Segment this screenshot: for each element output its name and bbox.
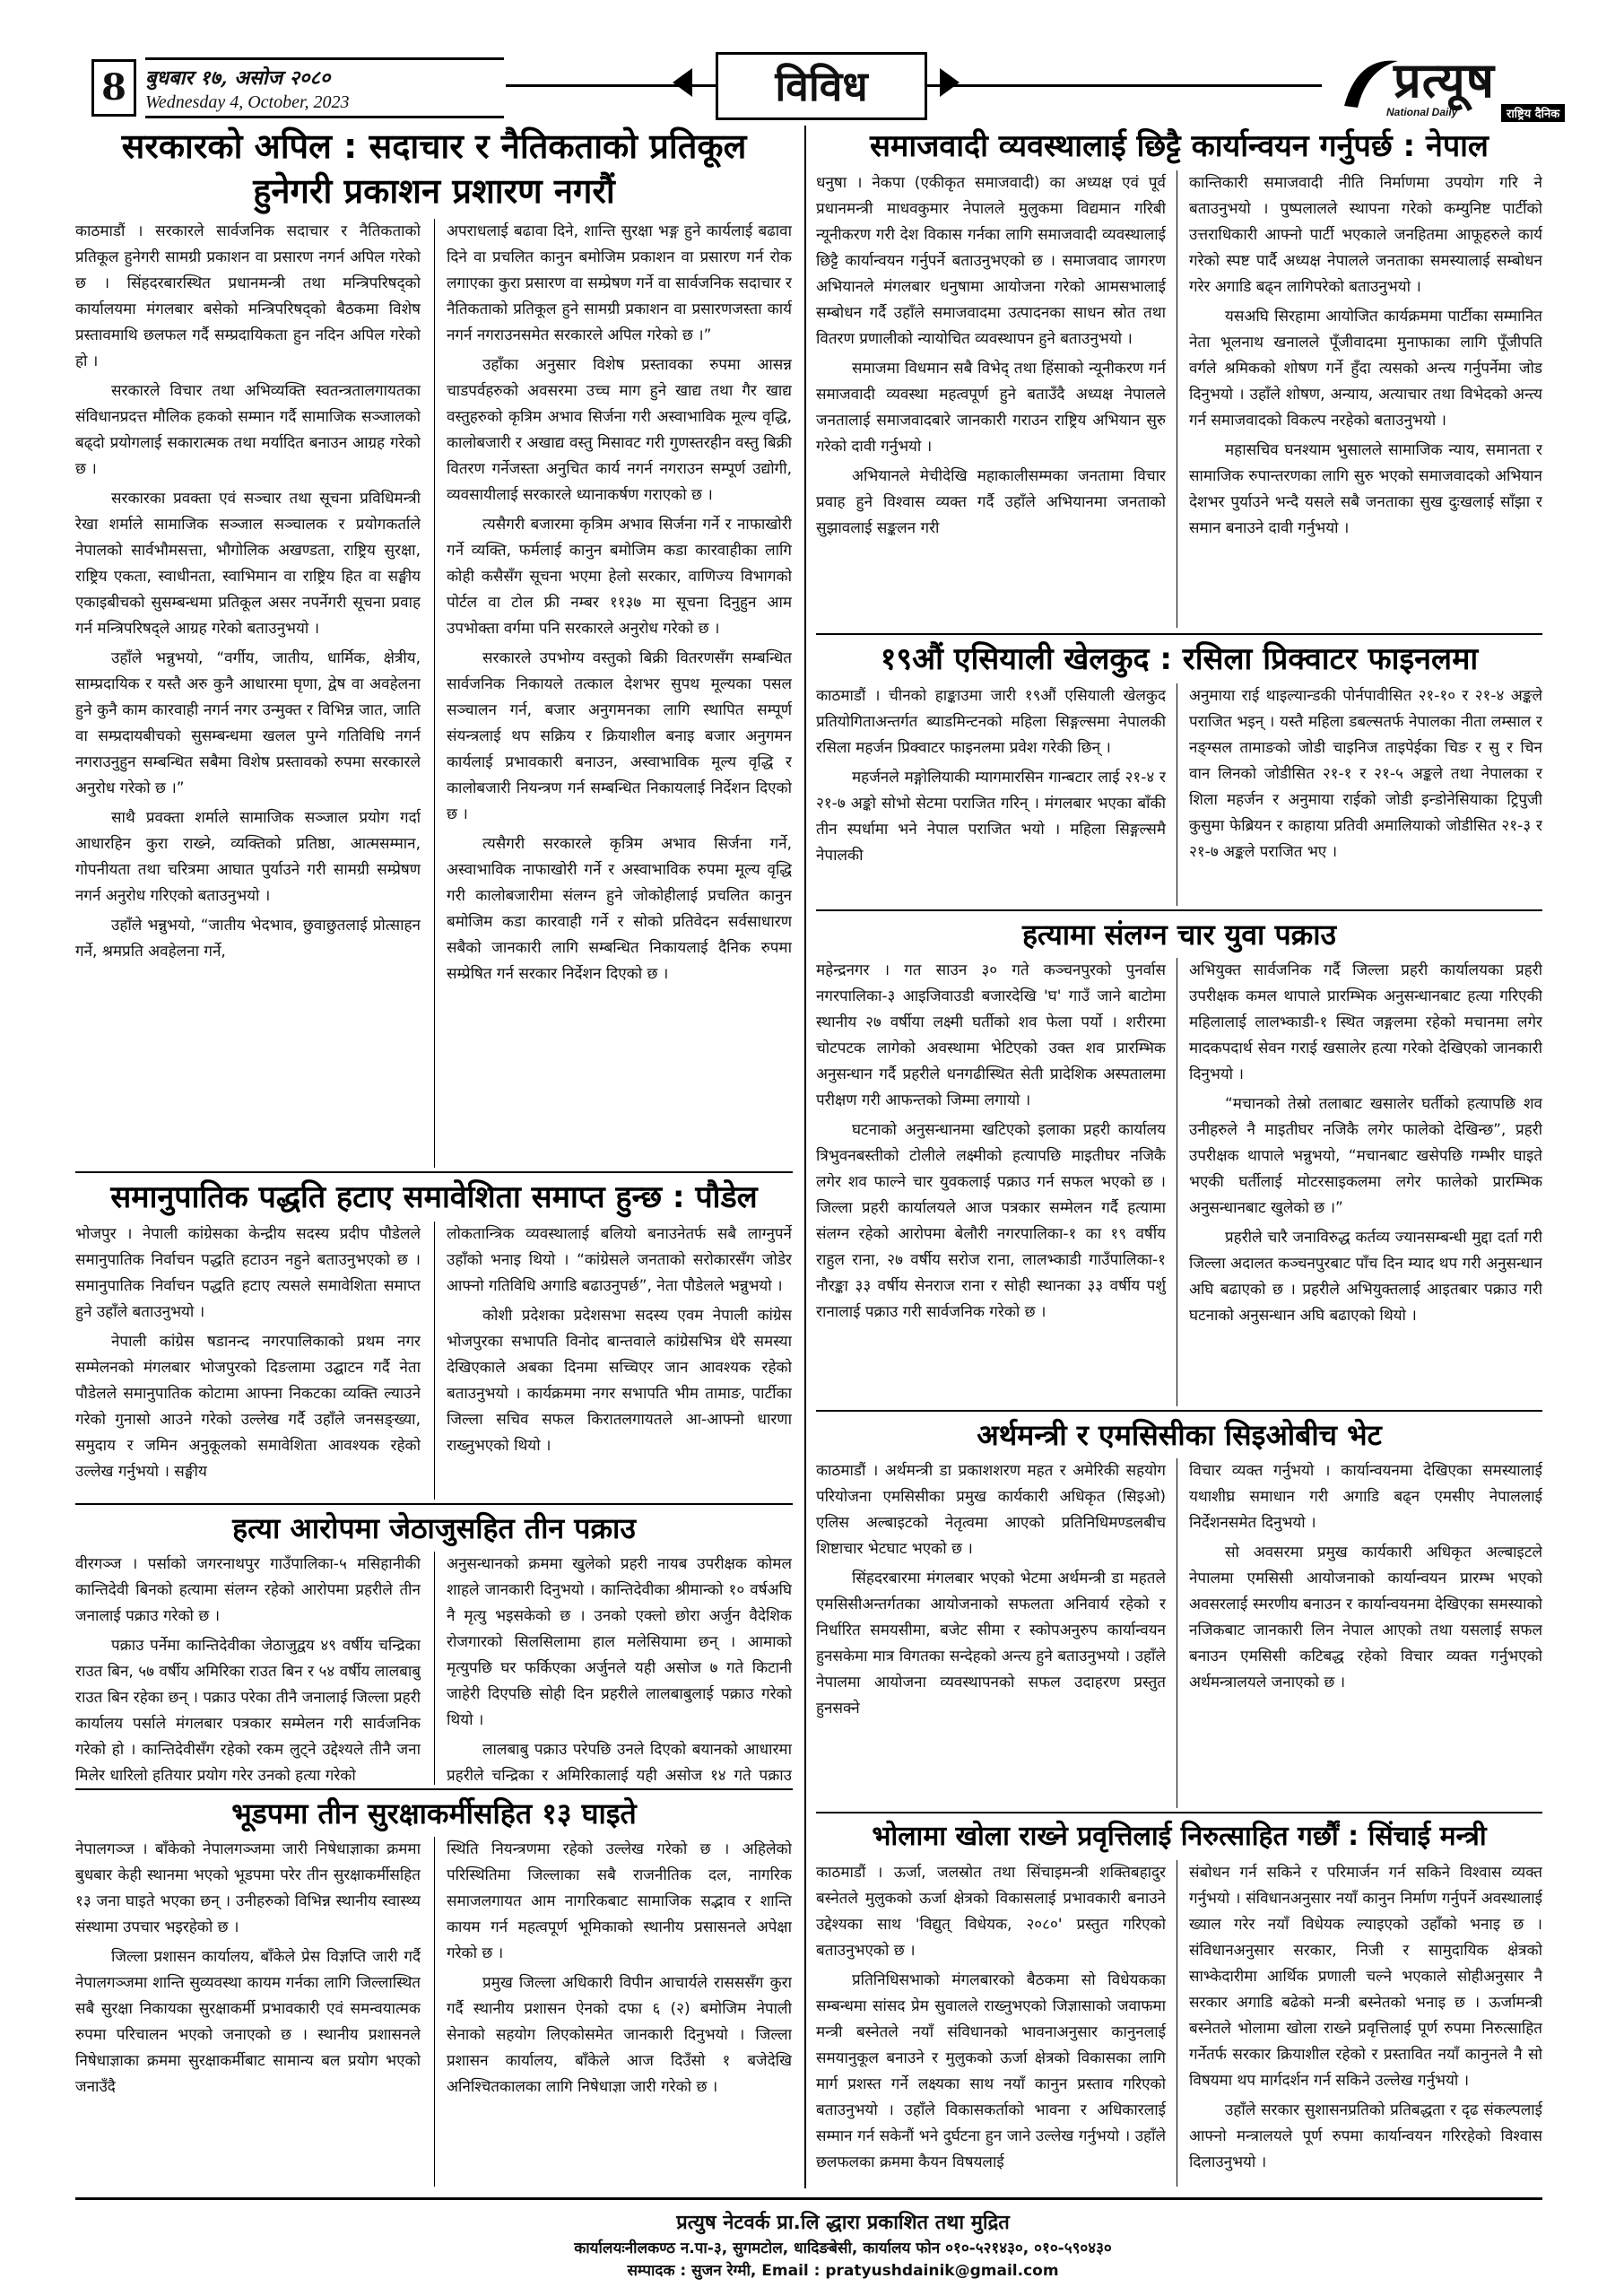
left-arrow-icon [673, 68, 692, 97]
article-divider [816, 1812, 1542, 1813]
article-a7-col1 [816, 958, 1166, 1406]
brand-tagline: National Daily [1386, 106, 1458, 118]
paragraph: जिल्ला प्रशासन कार्यालय, बाँकेले प्रेस विज्ञप्ति जारी गर्दै नेपालगञ्जमा शान्ति सुव्यवस्था कायम गर्नका लागि जिल्लास्थित सबै सुरक्षा निकायका सुरक्षाकर्मी प्रभावकारी एवं समन्वयात्मक रुपमा परिचालन भएको जनाएको छ । स्थानीय प्रशासनले निषेधाज्ञाका क्रममा सुरक्षाकर्मीबाट सामान्य बल प्रयोग भएको जनाउँदै [75, 1948, 421, 2096]
brand-tagline-np: राष्ट्रिय दैनिक [1501, 104, 1565, 122]
article-a1-col1 [75, 219, 421, 1168]
paragraph: संबोधन गर्न सकिने र परिमार्जन गर्न सकिने विश्वास व्यक्त गर्नुभयो । संविधानअनुसार नयाँ कानुन निर्माण गर्नुपर्ने अवस्थालाई ख्याल गरेर नयाँ विधेयक ल्याइएको उहाँको भनाइ छ । संविधानअनुसार सरकार, निजी र सामुदायिक क्षेत्रको साभ्केदारीमा आर्थिक प्रणाली चल्ने भएकाले सोहीअनुसार नै सरकार अगाडि बढेको मन्त्री बस्नेतको भनाइ छ । ऊर्जामन्त्री बस्नेतले भोलामा खोला राख्ने प्रवृत्तिलाई पूर्ण रुपमा निरुत्साहित गर्नेतर्फ सरकार क्रियाशील रहेको र प्रस्तावित नयाँ कानुनले नै सो विषयमा थप मार्गदर्शन गर्न सकिने उल्लेख गर्नुभयो । [1189, 1864, 1542, 2090]
paragraph: यसअघि सिरहामा आयोजित कार्यक्रममा पार्टीका सम्मानित नेता भूलनाथ खनालले पूँजीवादमा मुनाफाका लागि पूँजीपति वर्गले श्रमिकको शोषण गर्ने हुँदा त्यसको अन्त्य गर्नुपर्नेमा जोड दिनुभयो । उहाँले शोषण, अन्याय, अत्याचार तथा विभेदको अन्त्य गर्न समाजवादको विकल्प नरहेको बताउनुभयो । [1189, 308, 1542, 430]
headline-a3: हत्या आरोपमा जेठाजुसहित तीन पक्राउ [232, 1511, 636, 1545]
editor-email-line: सम्पादक : सुजन रेग्मी, Email : pratyushdainik@gmail.com [627, 2262, 1059, 2280]
paragraph: अनुमाया राई थाइल्यान्डकी पोर्नपावीसित २१-१० र २१-४ अङ्कले पराजित भइन् । यस्तै महिला डबल्सतर्फ नेपालका नीता लम्साल र नङ्ग्सल तामाङको जोडी चाइनिज ताइपेईका चिङ र सु र चिन वान लिनको जोडीसित २१-१ र २१-५ अङ्कले तथा नेपालका र शिला महर्जन र अनुमाया राईको जोडी इन्डोनेसियाका ट्रिपुजी कुसुमा फेब्रियन र काहाया प्रतिवी अमालियाको जोडीसित २१-३ र २१-७ अङ्कले पराजित भए । [1189, 687, 1542, 861]
article-divider [75, 1503, 793, 1505]
article-a5-col1 [816, 170, 1166, 628]
paragraph: नेपालगञ्ज । बाँकेको नेपालगञ्जमा जारी निषेधाज्ञाका क्रममा बुधबार केही स्थानमा भएको भूडपमा परेर तीन सुरक्षाकर्मीसहित १३ जना घाइते भएका छन् । उनीहरुको विभिन्न स्थानीय स्वास्थ्य संस्थामा उपचार भइरहेको छ । [75, 1840, 421, 1936]
paragraph: अभियुक्त सार्वजनिक गर्दै जिल्ला प्रहरी कार्यालयका प्रहरी उपरीक्षक कमल थापाले प्रारम्भिक अनुसन्धानबाट हत्या गरिएकी महिलालाई लालभ्काडी-१ स्थित जङ्गलमा रहेको मचानमा लगेर मादकपदार्थ सेवन गराई खसालेर हत्या गरेको देखिएको जानकारी दिनुभयो । [1189, 961, 1542, 1083]
footer-rule [75, 2197, 1542, 2200]
imprint-footer [448, 2208, 1238, 2280]
paragraph: उहाँले भन्नुभयो, “वर्गीय, जातीय, धार्मिक, क्षेत्रीय, साम्प्रदायिक र यस्तै अरु कुनै आधारमा घृणा, द्वेष वा अवहेलना हुने कुनै काम कारवाही नगर्न नगर उन्मुक्त र विभिन्न जात, जाति वा सम्प्रदायबीचको सुसम्बन्धमा खलल पुग्ने गतिविधि नगर्न नगराउनुहुन सम्बन्धित सबैमा विशेष प्रस्तावको रुपमा सरकारले अनुरोध गरेको छ ।” [75, 649, 421, 797]
newspaper-logo [1331, 43, 1600, 124]
article-a4-col1 [75, 1837, 421, 2187]
brand-name: प्रत्यूष [1394, 51, 1495, 109]
paragraph: कान्तिकारी समाजवादी नीति निर्माणमा उपयोग गरि ने बताउनुभयो । पुष्पलालले स्थापना गरेको कम्युनिष्ट पार्टीको उत्तराधिकारी आफ्नो पार्टी भएकाले जनहितमा आफूहरुले कार्य गरेको स्पष्ट पार्दै अध्यक्ष नेपालले जनताका समस्यालाई सम्बोधन गरेर अगाडि बढ्न लागिपरेको बताउनुभयो । [1189, 174, 1542, 296]
paragraph: काठमाडौं । ऊर्जा, जलस्रोत तथा सिंचाइमन्त्री शक्तिबहादुर बस्नेतले मुलुकको ऊर्जा क्षेत्रको विकासलाई प्रभावकारी बनाउने उद्देश्यका साथ 'विद्युत् विधेयक, २०८०' प्रस्तुत गरिएको बताउनुभएको छ । [816, 1864, 1166, 1960]
paragraph: अनुसन्धानको क्रममा खुलेको प्रहरी नायब उपरीक्षक कोमल शाहले जानकारी दिनुभयो । कान्तिदेवीका श्रीमान्को १० वर्षअघि नै मृत्यु भइसकेको छ । उनको एक्लो छोरा अर्जुन वैदेशिक रोजगारको सिलसिलामा हाल मलेसियामा छन् । आमाको मृत्युपछि घर फर्किएका अर्जुनले यही असोज ७ गते किटानी जाहेरी दिएपछि सोही दिन प्रहरीले लालबाबुलाई पक्राउ गरेको थियो । [447, 1555, 792, 1729]
paragraph: वीरगञ्ज । पर्साको जगरनाथपुर गाउँपालिका-५ मसिहानीकी कान्तिदेवी बिनको हत्यामा संलग्न रहेको आरोपमा प्रहरीले तीन जनालाई पक्राउ गरेको छ । [75, 1555, 421, 1625]
paragraph: भोजपुर । नेपाली कांग्रेसका केन्द्रीय सदस्य प्रदीप पौडेलले समानुपातिक निर्वाचन पद्धति हटाउन नहुने बताउनुभएको छ । समानुपातिक निर्वाचन पद्धति हटाए त्यसले समावेशिता समाप्त हुने उहाँले बताउनुभयो । [75, 1225, 421, 1321]
article-a2-col1 [75, 1222, 421, 1500]
column-divider [434, 1222, 435, 1500]
headline-a6: १९औं एसियाली खेलकुद : रसिला प्रिक्वाटर फाइनलमा [880, 641, 1479, 677]
article-a6-col1 [816, 683, 1166, 906]
paragraph: सरकारका प्रवक्ता एवं सञ्चार तथा सूचना प्रविधिमन्त्री रेखा शर्माले सामाजिक सञ्जाल सञ्चालक र प्रयोगकर्ताले नेपालको सार्वभौमसत्ता, भौगोलिक अखण्डता, राष्ट्रिय सुरक्षा, राष्ट्रिय एकता, स्वाधीनता, स्वाभिमान वा राष्ट्रिय हित वा सङ्घीय एकाइबीचको सुसम्बन्धमा प्रतिकूल असर नपर्नेगरी सूचना प्रवाह गर्न मन्त्रिपरिषद्ले आग्रह गरेको बताउनुभयो । [75, 490, 421, 638]
headline-a4: भूडपमा तीन सुरक्षाकर्मीसहित १३ घाइते [231, 1796, 637, 1831]
paragraph: सो अवसरमा प्रमुख कार्यकारी अधिकृत अल्बाइटले नेपालमा एमसिसी आयोजनाको कार्यान्वयन प्रारम्भ भएको अवसरलाई स्मरणीय बनाउन र कार्यान्वयनमा देखिएका समस्याको नजिकबाट जानकारी लिन नेपाल आएको तथा यसलाई सफल बनाउन एमसिसी कटिबद्ध रहेको विचार व्यक्त गर्नुभएको अर्थमन्त्रालयले जनाएको छ । [1189, 1544, 1542, 1692]
paragraph: समाजमा विधमान सबै विभेद् तथा हिंसाको न्यूनीकरण गर्न समाजवादी व्यवस्था महत्वपूर्ण हुने बताउँदै अध्यक्ष नेपालले जनतालाई समाजवादबारे जानकारी गराउन राष्ट्रिय अभियान सुरु गरेको दावी गर्नुभयो । [816, 360, 1166, 456]
column-divider [434, 1837, 435, 2187]
headline-a2: समानुपातिक पद्धति हटाए समावेशिता समाप्त हुन्छ : पौडेल [110, 1179, 758, 1215]
paragraph: उहाँका अनुसार विशेष प्रस्तावका रुपमा आसन्न चाडपर्वहरुको अवसरमा उच्च माग हुने खाद्य तथा गैर खाद्य वस्तुहरुको कृत्रिम अभाव सिर्जना गरी अस्वाभाविक मूल्य वृद्धि, कालोबजारी र अखाद्य वस्तु मिसावट गरी गुणस्तरहीन वस्तु बिक्री वितरण गर्नेजस्ता अनुचित कार्य नगर्न नगराउन सम्पूर्ण उद्योगी, व्यवसायीलाई सरकारले ध्यानाकर्षण गराएको छ । [447, 356, 792, 504]
article-a6-col2 [1189, 683, 1542, 906]
paragraph: सरकारले विचार तथा अभिव्यक्ति स्वतन्त्रतालगायतका संविधानप्रदत्त मौलिक हकको सम्मान गर्दै सामाजिक सञ्जालको बढ्दो प्रयोगलाई सकारात्मक तथा मर्यादित बनाउन आग्रह गरेको छ । [75, 382, 421, 478]
paragraph: महेन्द्रनगर । गत साउन ३० गते कञ्चनपुरको पुनर्वास नगरपालिका-३ आइजिवाउडी बजारदेखि 'घ' गाउँ जाने बाटोमा स्थानीय २७ वर्षीया लक्ष्मी घर्तीको शव फेला पर्यो । शरीरमा चोटपटक लागेको अवस्थामा भेटिएको उक्त शव प्रारम्भिक अनुसन्धान गर्दै प्रहरीले धनगढीस्थित सेती प्रादेशिक अस्पतालमा परीक्षण गरी आफन्तको जिम्मा लगायो । [816, 961, 1166, 1109]
article-divider [75, 1788, 793, 1790]
paragraph: त्यसैगरी सरकारले कृत्रिम अभाव सिर्जना गर्ने, अस्वाभाविक नाफाखोरी गर्ने र अस्वाभाविक रुपमा मूल्य वृद्धि गरी कालोबजारीमा संलग्न हुने जोकोहीलाई प्रचलित कानुन बमोजिम कडा कारवाही गर्ने र सोको प्रतिवेदन सर्वसाधारण सबैको जानकारी लागि सम्बन्धित निकायलाई दैनिक रुपमा सम्प्रेषित गर्न सरकार निर्देशन दिएको छ । [447, 835, 792, 983]
article-divider [816, 909, 1542, 911]
paragraph: त्यसैगरी बजारमा कृत्रिम अभाव सिर्जना गर्ने र नाफाखोरी गर्ने व्यक्ति, फर्मलाई कानुन बमोजिम कडा कारवाहीका लागि कोही कसैसँग सूचना भएमा हेलो सरकार, वाणिज्य विभागको पोर्टल वा टोल फ्री नम्बर ११३७ मा सूचना दिनुहुन आम उपभोक्ता वर्गमा पनि सरकारले अनुरोध गरेको छ । [447, 516, 792, 638]
paragraph: महर्जनले मङ्गोलियाकी म्यागमारसिन गान्बटार लाई २१-४ र २१-७ अङ्को सोभो सेटमा पराजित गरिन् । मंगलबार भएका बाँकी तीन स्पर्धामा भने नेपाल पराजित भयो । महिला सिङ्गल्समै नेपालकी [816, 769, 1166, 865]
column-divider [434, 1552, 435, 1785]
article-a3-col2 [447, 1552, 792, 1785]
headline-a1-line1: सरकारको अपिल : सदाचार र नैतिकताको प्रतिकूल [121, 126, 747, 166]
article-a7-col2 [1189, 958, 1542, 1406]
paragraph: सिंहदरबारमा मंगलबार भएको भेटमा अर्थमन्त्री डा महतले एमसिसीअन्तर्गतका आयोजनाको सफलता अनिवार्य रहेको र निर्धारित समयसीमा, बजेट सीमा र स्कोपअनुरुप कार्यान्वयन हुनसकेमा मात्र विगतका सन्देहको अन्त्य हुने बताउनुभयो । उहाँले नेपालमा आयोजना व्यवस्थापनको सफल उदाहरण प्रस्तुत हुनसक्ने [816, 1570, 1166, 1718]
masthead [75, 43, 1600, 121]
headline-a8: अर्थमन्त्री र एमसिसीका सिइओबीच भेट [977, 1418, 1382, 1452]
article-a3-col1 [75, 1552, 421, 1785]
article-a9-col2 [1189, 1860, 1542, 2187]
date-nepali: बुधबार १७, असोज २०८० [145, 66, 331, 90]
article-a8-col1 [816, 1458, 1166, 1808]
paragraph: घटनाको अनुसन्धानमा खटिएको इलाका प्रहरी कार्यालय त्रिभुवनबस्तीको टोलीले लक्ष्मीको हत्यापछि माइतीघर नजिकै लगेर शव फाल्ने चार युवकलाई पक्राउ गर्न सफल भएको छ । जिल्ला प्रहरी कार्यालयले आज पत्रकार सम्मेलन गर्दै हत्यामा संलग्न रहेको आरोपमा बेलौरी नगरपालिका-१ का १९ वर्षीय राहुल राना, २७ वर्षीय सरोज राना, लालभ्काडी गाउँपालिका-१ नौरङ्का ३३ वर्षीय सेनराज राना र सोही स्थानका ३३ वर्षीय पर्शु रानालाई पक्राउ गरी सार्वजनिक गरेको छ । [816, 1121, 1166, 1321]
paragraph: धनुषा । नेकपा (एकीकृत समाजवादी) का अध्यक्ष एवं पूर्व प्रधानमन्त्री माधवकुमार नेपालले मुलुकमा विद्यमान गरिबी न्यूनीकरण गरी देश विकास गर्नका लागि समाजवादी व्यवस्थालाई छिट्टै कार्यान्वयन गर्नुपर्ने बताउनुभएको छ । समाजवाद जागरण अभियानले मंगलबार धनुषामा आयोजना गरेको आमसभालाई सम्बोधन गर्दै उहाँले समाजवादमा उत्पादनका साधन स्रोत तथा वितरण प्रणालीको न्यायोचित व्यवस्थापन हुने बताउनुभयो । [816, 174, 1166, 348]
paragraph: पक्राउ पर्नेमा कान्तिदेवीका जेठाजुद्वय ४९ वर्षीय चन्द्रिका राउत बिन, ५७ वर्षीय अमिरिका राउत बिन र ५४ वर्षीय लालबाबु राउत बिन रहेका छन् । पक्राउ परेका तीनै जनालाई जिल्ला प्रहरी कार्यालय पर्साले मंगलबार पत्रकार सम्मेलन गरी सार्वजनिक गरेको हो । कान्तिदेवीसँग रहेको रकम लुट्ने उद्देश्यले तीनै जना मिलेर धारिलो हतियार प्रयोग गरेर उनको हत्या गरेको [75, 1637, 421, 1785]
paragraph: काठमाडौं । अर्थमन्त्री डा प्रकाशशरण महत र अमेरिकी सहयोग परियोजना एमसिसीका प्रमुख कार्यकारी अधिकृत (सिइओ) एलिस अल्बाइटको नेतृत्वमा आएको प्रतिनिधिमण्डलबीच शिष्टाचार भेटघाट भएको छ । [816, 1462, 1166, 1558]
right-arrow-icon [940, 68, 960, 97]
paragraph: प्रतिनिधिसभाको मंगलबारको बैठकमा सो विधेयकका सम्बन्धमा सांसद प्रेम सुवालले राख्नुभएको जिज्ञासाको जवाफमा मन्त्री बस्नेतले नयाँ संविधानको भावनाअनुसार कानुनलाई समयानुकूल बनाउने र मुलुकको ऊर्जा क्षेत्रको विकासका लागि मार्ग प्रशस्त गर्ने लक्ष्यका साथ नयाँ कानुन प्रस्ताव गरिएको बताउनुभयो । उहाँले विकासकर्ताको भावना र अधिकारलाई सम्मान गर्न सकेनौं भने दुर्घटना हुन जाने उल्लेख गर्नुभयो । उहाँले छलफलका क्रममा कैयन विषयलाई [816, 1971, 1166, 2171]
headline-a1-line2: हुनेगरी प्रकाशन प्रशारण नगरौं [253, 171, 615, 211]
paragraph: विचार व्यक्त गर्नुभयो । कार्यान्वयनमा देखिएका समस्यालाई यथाशीघ्र समाधान गरी अगाडि बढ्न एमसीए नेपाललाई निर्देशनसमेत दिनुभयो । [1189, 1462, 1542, 1532]
article-a2-col2 [447, 1222, 792, 1500]
paragraph: सरकारले उपभोग्य वस्तुको बिक्री वितरणसँग सम्बन्धित सार्वजनिक निकायले तत्काल देशभर सुपथ मूल्यका पसल सञ्चालन गर्न, बजार अनुगमनका लागि स्थापित सम्पूर्ण संयन्त्रलाई थप सक्रिय र क्रियाशील बनाइ बजार अनुगमन कार्यलाई प्रभावकारी बनाउन, अस्वाभाविक मूल्य वृद्धि र कालोबजारी नियन्त्रण गर्न सम्बन्धित निकायलाई निर्देशन दिएको छ । [447, 649, 792, 823]
article-a1-col2 [447, 219, 792, 1168]
office-address-line: कार्यालयःनीलकण्ठ न.पा-३, सुगमटोल, धादिङबेसी, कार्यालय फोन ०१०-५२१४३०, ०१०-५९०४३० [574, 2239, 1112, 2257]
paragraph: कोशी प्रदेशका प्रदेशसभा सदस्य एवम नेपाली कांग्रेस भोजपुरका सभापति विनोद बान्तवाले कांग्रेसभित्र धेरै समस्या देखिएकाले अबका दिनमा सच्चिएर जान आवश्यक रहेको बताउनुभयो । कार्यक्रममा नगर सभापति भीम तामाङ, पार्टीका जिल्ला सचिव सफल किरातलगायतले आ-आफ्नो धारणा राख्नुभएको थियो । [447, 1307, 792, 1455]
article-a5-col2 [1189, 170, 1542, 628]
column-divider [434, 219, 435, 1168]
paragraph: काठमाडौं । चीनको हाङ्काउमा जारी १९औं एसियाली खेलकुद प्रतियोगिताअन्तर्गत ब्याडमिन्टनको महिला सिङ्गल्समा नेपालकी रसिला महर्जन प्रिक्वाटर फाइनलमा प्रवेश गरेकी छिन् । [816, 687, 1166, 757]
paragraph: उहाँले सरकार सुशासनप्रतिको प्रतिबद्धता र दृढ संकल्पलाई आफ्नो मन्त्रालयले पूर्ण रुपमा कार्यान्वयन गरिरहेको विश्वास दिलाउनुभयो । [1189, 2101, 1542, 2171]
headline-a5: समाजवादी व्यवस्थालाई छिट्टै कार्यान्वयन गर्नुपर्छ : नेपाल [870, 128, 1489, 164]
paragraph: लोकतान्त्रिक व्यवस्थालाई बलियो बनाउनेतर्फ सबै लाग्नुपर्ने उहाँको भनाइ थियो । “कांग्रेसले जनताको सरोकारसँग जोडेर आफ्नो गतिविधि अगाडि बढाउनुपर्छ”, नेता पौडेलले भन्नुभयो । [447, 1225, 792, 1295]
paragraph: लालबाबु पक्राउ परेपछि उनले दिएको बयानको आधारमा प्रहरीले चन्द्रिका र अमिरिकालाई यही असोज १४ गते पक्राउ [447, 1741, 792, 1785]
paragraph: “मचानको तेस्रो तलाबाट खसालेर घर्तीको हत्यापछि शव उनीहरुले नै माइतीघर नजिकै लगेर फालेको देखिन्छ”, प्रहरी उपरीक्षक थापाले भन्नुभयो, “मचानबाट खसेपछि गम्भीर घाइते भएकी घर्तीलाई मोटरसाइकलमा लगेर फालेको प्रारम्भिक अनुसन्धानबाट खुलेको छ ।” [1189, 1095, 1542, 1217]
paragraph: साथै प्रवक्ता शर्माले सामाजिक सञ्जाल प्रयोग गर्दा आधारहिन कुरा राख्ने, व्यक्तिको प्रतिष्ठा, आत्मसम्मान, गोपनीयता तथा चरित्रमा आघात पुर्याउने गरी सामग्री सम्प्रेषण नगर्न अनुरोध गरिएको बताउनुभयो । [75, 809, 421, 905]
page-column-divider [804, 126, 806, 2188]
page-number: 8 [91, 59, 136, 117]
date-english: Wednesday 4, October, 2023 [145, 92, 350, 112]
paragraph: काठमाडौं । सरकारले सार्वजनिक सदाचार र नैतिकताको प्रतिकूल हुनेगरी सामग्री प्रकाशन वा प्रसारण नगर्न अपिल गरेको छ । सिंहदरबारस्थित प्रधानमन्त्री तथा मन्त्रिपरिषद्को कार्यालयमा मंगलबार बसेको मन्त्रिपरिषद्को बैठकमा विशेष प्रस्तावमाथि छलफल गर्दै सम्प्रदायिकता हुन नदिन अपिल गरेको हो । [75, 222, 421, 370]
headline-a9: भोलामा खोला राख्ने प्रवृत्तिलाई निरुत्साहित गर्छौं : सिंचाई मन्त्री [872, 1821, 1487, 1852]
paragraph: नेपाली कांग्रेस षडानन्द नगरपालिकाको प्रथम नगर सम्मेलनको मंगलबार भोजपुरको दिङलामा उद्घाटन गर्दै नेता पौडेलले समानुपातिक कोटामा आफ्ना निकटका व्यक्ति ल्याउने गरेको गुनासो आउने गरेको उल्लेख गर्दै उहाँले जनसङ्ख्या, समुदाय र जमिन अनुकूलको समावेशिता आवश्यक रहेको उल्लेख गर्नुभयो । सङ्घीय [75, 1333, 421, 1481]
paragraph: प्रहरीले चारै जनाविरुद्ध कर्तव्य ज्यानसम्बन्धी मुद्दा दर्ता गरी जिल्ला अदालत कञ्चनपुरबाट पाँच दिन म्याद थप गरी अनुसन्धान अघि बढाएको छ । प्रहरीले अभियुक्तलाई आइतबार पक्राउ गरी घटनाको अनुसन्धान अघि बढाएको थियो । [1189, 1229, 1542, 1325]
paragraph: अपराधलाई बढावा दिने, शान्ति सुरक्षा भङ्ग हुने कार्यलाई बढावा दिने वा प्रचलित कानुन बमोजिम प्रकाशन वा प्रसारण गर्न रोक लगाएका कुरा प्रसारण वा सम्प्रेषण गर्ने वा सार्वजनिक सदाचार र नैतिकताको प्रतिकूल हुने सामग्री प्रकाशन वा प्रसारणजस्ता कार्य नगर्न नगराउनसमेत सरकारले अपिल गरेको छ ।” [447, 222, 792, 344]
date-block [145, 57, 504, 118]
article-divider [816, 1410, 1542, 1412]
paragraph: प्रमुख जिल्ला अधिकारी विपीन आचार्यले रासससँग कुरा गर्दै स्थानीय प्रशासन ऐनको दफा ६ (२) बमोजिम नेपाली सेनाको सहयोग लिएकोसमेत जानकारी दिनुभयो । जिल्ला प्रशासन कार्यालय, बाँकेले आज दिउँसो १ बजेदेखि अनिश्चितकालका लागि निषेधाज्ञा जारी गरेको छ । [447, 1974, 792, 2096]
paragraph: अभियानले मेचीदेखि महाकालीसम्मका जनतामा विचार प्रवाह हुने विश्वास व्यक्त गर्दै उहाँले अभियानमा जनताको सुझावलाई सङ्कलन गरी [816, 467, 1166, 537]
paragraph: स्थिति नियन्त्रणमा रहेको उल्लेख गरेको छ । अहिलेको परिस्थितिमा जिल्लाका सबै राजनीतिक दल, नागरिक समाजलगायत आम नागरिकबाट सामाजिक सद्भाव र शान्ति कायम गर्न महत्वपूर्ण भूमिकाको स्थानीय प्रसासनले अपेक्षा गरेको छ । [447, 1840, 792, 1962]
article-a8-col2 [1189, 1458, 1542, 1808]
publisher-line: प्रत्युष नेटवर्क प्रा.लि द्धारा प्रकाशित तथा मुद्रित [676, 2212, 1010, 2234]
paragraph: उहाँले भन्नुभयो, “जातीय भेदभाव, छुवाछुतलाई प्रोत्साहन गर्ने, श्रमप्रति अवहेलना गर्ने, [75, 917, 421, 961]
article-divider [816, 633, 1542, 635]
section-title: विविध [716, 52, 927, 120]
article-a9-col1 [816, 1860, 1166, 2187]
paragraph: महासचिव घनश्याम भुसालले सामाजिक न्याय, समानता र सामाजिक रुपान्तरणका लागि सुरु भएको समाजवादको अभियान देशभर पुर्याउने भन्दै यसले सबै जनताका सुख दुःखलाई साँझा र समान बनाउने दावी गर्नुभयो । [1189, 441, 1542, 537]
article-a4-col2 [447, 1837, 792, 2187]
headline-a7: हत्यामा संलग्न चार युवा पक्राउ [1021, 918, 1337, 952]
article-divider [75, 1171, 793, 1173]
